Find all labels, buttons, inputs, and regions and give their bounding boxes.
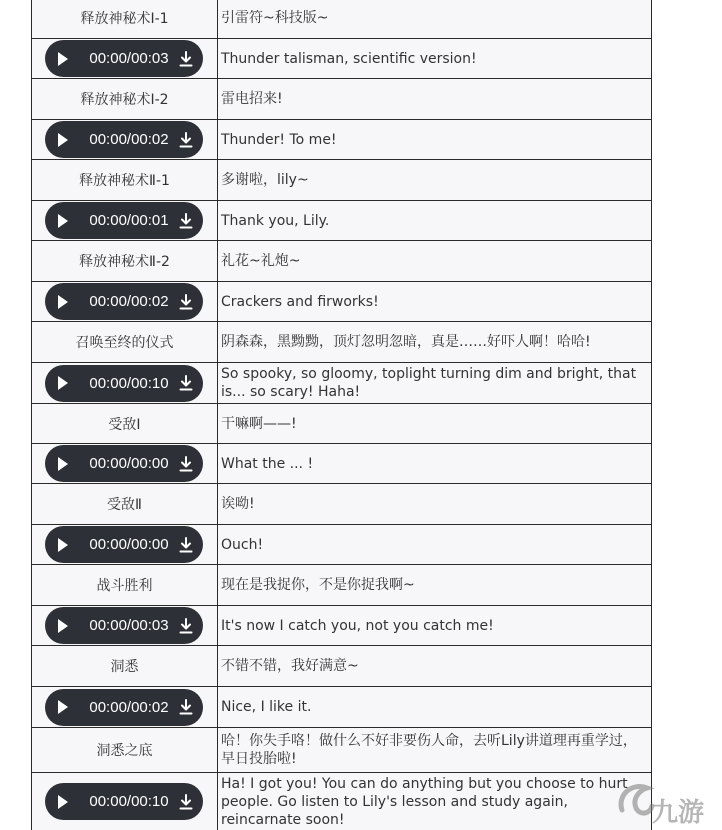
voice-label: 洞悉 — [32, 646, 218, 687]
audio-player[interactable] — [45, 365, 203, 402]
audio-time: 00:00/00:03 — [89, 617, 169, 634]
voice-line-english-cell — [218, 201, 652, 241]
voice-label-row — [32, 646, 652, 687]
voice-line-chinese-cell — [218, 79, 652, 120]
voice-audio-row — [32, 444, 652, 484]
audio-time: 00:00/00:10 — [89, 793, 169, 810]
voice-line-chinese-cell — [218, 160, 652, 201]
voice-line-chinese: 多谢啦，lily~ — [221, 172, 309, 188]
voice-label-row — [32, 404, 652, 444]
audio-player-cell — [32, 363, 218, 404]
audio-player[interactable] — [45, 40, 203, 77]
play-icon[interactable] — [58, 295, 68, 309]
voice-label-row — [32, 79, 652, 120]
voice-line-english-cell — [218, 525, 652, 565]
audio-player[interactable] — [45, 445, 203, 482]
play-icon[interactable] — [58, 133, 68, 147]
play-icon[interactable] — [58, 52, 68, 66]
voice-line-english: Nice, I like it. — [221, 699, 312, 715]
audio-time: 00:00/00:00 — [89, 536, 169, 553]
audio-player[interactable] — [45, 283, 203, 320]
audio-player-cell — [32, 525, 218, 565]
audio-player[interactable] — [45, 783, 203, 820]
voice-line-english-cell — [218, 687, 652, 728]
voice-table-body — [32, 0, 652, 830]
voice-label-row — [32, 0, 652, 39]
voice-table — [31, 0, 652, 830]
voice-line-chinese: 阴森森，黑黝黝，顶灯忽明忽暗，真是……好吓人啊！哈哈! — [221, 334, 591, 350]
audio-player-cell — [32, 444, 218, 484]
voice-label: 召唤至终的仪式 — [32, 322, 218, 363]
voice-line-english: Crackers and firworks! — [221, 293, 379, 310]
audio-player[interactable] — [45, 526, 203, 563]
voice-line-chinese-cell — [218, 404, 652, 444]
play-icon[interactable] — [58, 700, 68, 714]
voice-line-chinese: 哈！你失手咯！做什么不好非要伤人命，去听Lily讲道理再重学过，早日投胎啦! — [221, 733, 637, 767]
voice-line-chinese: 现在是我捉你，不是你捉我啊~ — [221, 577, 415, 593]
voice-line-english: Ouch! — [221, 536, 264, 553]
voice-label: 释放神秘术Ⅰ-1 — [32, 0, 218, 39]
voice-audio-row — [32, 687, 652, 728]
audio-player-cell — [32, 120, 218, 160]
download-icon[interactable] — [179, 294, 193, 310]
audio-time: 00:00/00:00 — [89, 455, 169, 472]
audio-player-cell — [32, 39, 218, 79]
voice-line-chinese: 诶呦! — [221, 496, 255, 512]
download-icon[interactable] — [179, 794, 193, 810]
download-icon[interactable] — [179, 51, 193, 67]
voice-line-english: It's now I catch you, not you catch me! — [221, 617, 494, 634]
voice-line-chinese-cell — [218, 728, 652, 773]
voice-label: 洞悉之底 — [32, 728, 218, 773]
voice-line-chinese-cell — [218, 0, 652, 39]
audio-time: 00:00/00:02 — [89, 293, 169, 310]
voice-label-row — [32, 565, 652, 606]
voice-line-chinese-cell — [218, 322, 652, 363]
voice-label-row — [32, 484, 652, 525]
audio-time: 00:00/00:01 — [89, 212, 169, 229]
play-icon[interactable] — [58, 619, 68, 633]
voice-label: 受敌Ⅱ — [32, 484, 218, 525]
voice-label: 战斗胜利 — [32, 565, 218, 606]
download-icon[interactable] — [179, 456, 193, 472]
audio-player-cell — [32, 773, 218, 830]
voice-line-english-cell — [218, 39, 652, 79]
audio-time: 00:00/00:02 — [89, 131, 169, 148]
voice-line-english-cell — [218, 606, 652, 646]
voice-label-row — [32, 241, 652, 282]
download-icon[interactable] — [179, 132, 193, 148]
voice-label: 受敌Ⅰ — [32, 404, 218, 444]
voice-label: 释放神秘术Ⅰ-2 — [32, 79, 218, 120]
voice-line-chinese-cell — [218, 646, 652, 687]
voice-line-english: What the ... ! — [221, 455, 314, 472]
play-icon[interactable] — [58, 538, 68, 552]
download-icon[interactable] — [179, 618, 193, 634]
voice-audio-row — [32, 120, 652, 160]
play-icon[interactable] — [58, 376, 68, 390]
left-strip — [0, 0, 31, 830]
voice-line-chinese: 不错不错，我好满意~ — [221, 658, 359, 674]
voice-line-english: Thunder talisman, scientific version! — [221, 50, 477, 67]
voice-line-english: Ha! I got you! You can do anything but you choose to hurt people. Go listen to Lily's lesson and study again, reincarnate soon! — [221, 775, 628, 828]
audio-player-cell — [32, 687, 218, 728]
voice-line-english: Thunder! To me! — [221, 131, 337, 148]
voice-line-english-cell — [218, 120, 652, 160]
download-icon[interactable] — [179, 699, 193, 715]
voice-line-english-cell — [218, 282, 652, 322]
voice-line-chinese: 干嘛啊——! — [221, 415, 297, 432]
voice-audio-row — [32, 201, 652, 241]
voice-label-row — [32, 160, 652, 201]
voice-label-row — [32, 322, 652, 363]
voice-line-english: So spooky, so gloomy, toplight turning dim and bright, that is... so scary! Haha! — [221, 366, 637, 400]
voice-label: 释放神秘术Ⅱ-1 — [32, 160, 218, 201]
voice-line-chinese: 引雷符~科技版~ — [221, 10, 329, 26]
audio-player-cell — [32, 282, 218, 322]
audio-time: 00:00/00:02 — [89, 698, 169, 716]
play-icon[interactable] — [58, 795, 68, 809]
audio-player[interactable] — [45, 121, 203, 158]
voice-audio-row — [32, 39, 652, 79]
voice-line-chinese-cell — [218, 565, 652, 606]
play-icon[interactable] — [58, 457, 68, 471]
audio-player-cell — [32, 606, 218, 646]
voice-audio-row — [32, 606, 652, 646]
voice-line-english-cell — [218, 444, 652, 484]
voice-audio-row — [32, 773, 652, 830]
audio-player[interactable] — [45, 689, 203, 726]
voice-line-english-cell — [218, 773, 652, 830]
audio-time: 00:00/00:03 — [89, 50, 169, 67]
voice-audio-row — [32, 282, 652, 322]
voice-audio-row — [32, 525, 652, 565]
voice-line-chinese-cell — [218, 241, 652, 282]
play-icon[interactable] — [58, 214, 68, 228]
audio-time: 00:00/00:10 — [89, 374, 169, 392]
voice-label-row — [32, 728, 652, 773]
voice-line-chinese: 雷电招来! — [221, 91, 283, 107]
download-icon[interactable] — [179, 213, 193, 229]
voice-audio-row — [32, 363, 652, 404]
audio-player[interactable] — [45, 202, 203, 239]
download-icon[interactable] — [179, 537, 193, 553]
voice-line-chinese-cell — [218, 484, 652, 525]
download-icon[interactable] — [179, 375, 193, 391]
audio-player-cell — [32, 201, 218, 241]
watermark-text: 九游 — [652, 798, 705, 828]
voice-label: 释放神秘术Ⅱ-2 — [32, 241, 218, 282]
audio-player[interactable] — [45, 607, 203, 644]
voice-line-english-cell — [218, 363, 652, 404]
voice-line-chinese: 礼花~礼炮~ — [221, 253, 301, 269]
voice-line-english: Thank you, Lily. — [221, 212, 330, 229]
